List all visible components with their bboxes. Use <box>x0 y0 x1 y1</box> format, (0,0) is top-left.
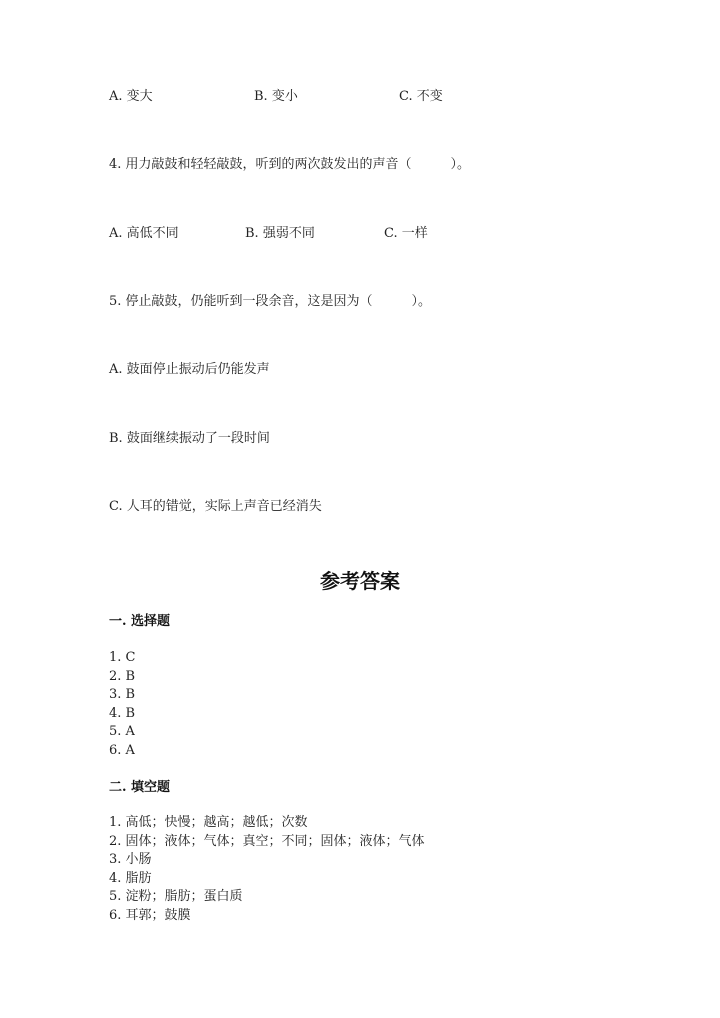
list-item: 5. A <box>109 724 135 740</box>
list-item: 5. 淀粉；脂肪；蛋白质 <box>109 889 243 905</box>
list-item: 1. C <box>109 650 136 665</box>
list-item: 6. A <box>109 742 135 758</box>
q5-option-c: C. 人耳的错觉，实际上声音已经消失 <box>109 499 322 514</box>
q5-stem: 5. 停止敲鼓，仍能听到一段余音，这是因为（ ）。 <box>109 294 432 309</box>
q4-option-c: C. 一样 <box>384 226 428 241</box>
q3-option-c: C. 不变 <box>399 89 443 104</box>
list-item: 3. 小肠 <box>109 852 152 868</box>
list-item: 2. 固体；液体；气体；真空；不同；固体；液体；气体 <box>109 833 425 849</box>
q4-stem: 4. 用力敲鼓和轻轻敲鼓，听到的两次鼓发出的声音（ ）。 <box>109 157 471 172</box>
list-item: 6. 耳郭；鼓膜 <box>109 907 191 923</box>
choice-answer-list <box>109 649 135 761</box>
q3-option-a: A. 变大 <box>109 89 153 104</box>
list-item: 4. B <box>109 705 136 721</box>
list-item: 4. 脂肪 <box>109 870 152 886</box>
section-choice-heading: 一. 选择题 <box>109 614 171 629</box>
q5-option-b: B. 鼓面继续振动了一段时间 <box>109 431 270 446</box>
list-item: 1. 高低；快慢；越高；越低；次数 <box>109 815 308 830</box>
section-fill-heading: 二. 填空题 <box>109 780 171 795</box>
q5-option-a: A. 鼓面停止振动后仍能发声 <box>109 362 270 377</box>
list-item: 2. B <box>109 668 136 684</box>
list-item: 3. B <box>109 687 136 703</box>
q4-option-a: A. 高低不同 <box>109 226 179 241</box>
fill-answer-list <box>109 814 425 926</box>
q3-option-b: B. 变小 <box>254 89 298 104</box>
answer-key-title: 参考答案 <box>320 569 400 593</box>
q4-option-b: B. 强弱不同 <box>245 226 315 241</box>
